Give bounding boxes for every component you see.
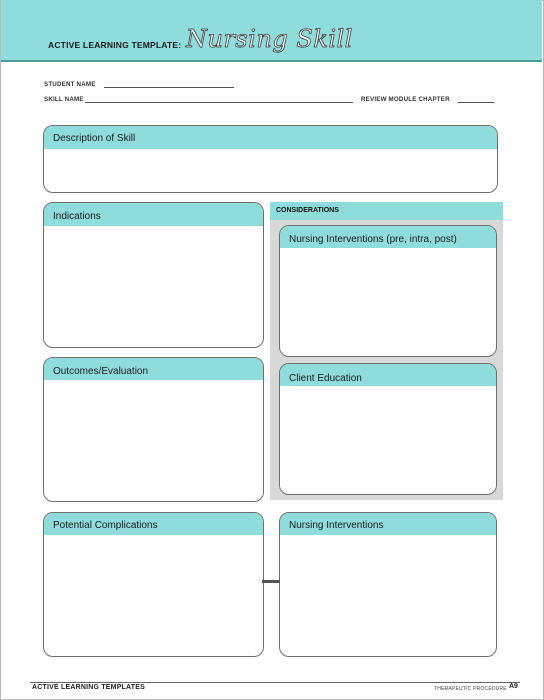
template-title: Nursing Skill <box>186 25 353 53</box>
nursing-interventions-box[interactable] <box>279 512 497 657</box>
indications-header: Indications <box>44 203 263 226</box>
review-module-chapter-label: REVIEW MODULE CHAPTER <box>361 96 450 103</box>
skill-name-line[interactable] <box>85 102 353 103</box>
nursing-interventions-phases-box[interactable] <box>279 225 497 357</box>
potential-complications-box[interactable] <box>43 512 264 657</box>
template-label: ACTIVE LEARNING TEMPLATE: <box>48 40 182 50</box>
footer-rule <box>30 682 520 683</box>
client-education-box[interactable] <box>279 363 497 495</box>
outcomes-box[interactable] <box>43 357 264 502</box>
footer-right-text: THERAPEUTIC PROCEDURE <box>434 686 507 692</box>
potential-complications-header: Potential Complications <box>44 513 263 535</box>
considerations-header: CONSIDERATIONS <box>270 202 503 220</box>
outcomes-header: Outcomes/Evaluation <box>44 358 263 380</box>
indications-box[interactable] <box>43 202 264 348</box>
header-rule <box>1 60 542 62</box>
nursing-interventions-header: Nursing Interventions <box>280 513 496 535</box>
student-name-line[interactable] <box>104 87 234 88</box>
box-connector <box>262 580 280 583</box>
student-name-label: STUDENT NAME <box>44 81 96 88</box>
page-number: A9 <box>509 683 518 690</box>
review-module-chapter-line[interactable] <box>458 102 494 103</box>
description-header: Description of Skill <box>44 126 497 149</box>
client-education-header: Client Education <box>280 364 496 386</box>
footer-left-text: ACTIVE LEARNING TEMPLATES <box>32 684 145 691</box>
nursing-interventions-phases-header: Nursing Interventions (pre, intra, post) <box>280 226 496 248</box>
skill-name-label: SKILL NAME <box>44 96 84 103</box>
description-box[interactable] <box>43 125 498 193</box>
